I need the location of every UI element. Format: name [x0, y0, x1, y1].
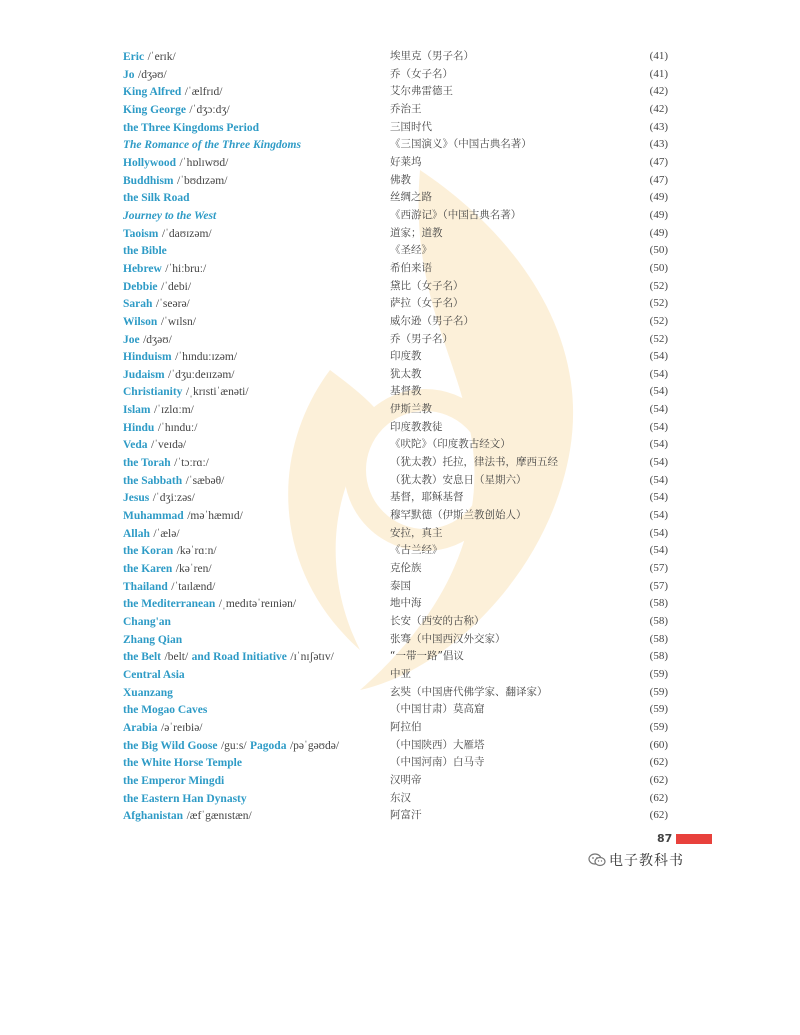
term-page-ref: (54): [649, 420, 668, 433]
glossary-row: [123, 701, 668, 719]
term-page-ref: (58): [649, 650, 668, 663]
glossary-row: [123, 48, 668, 66]
term-page-ref: (59): [649, 685, 668, 698]
glossary-term: [123, 348, 237, 367]
term-chinese: 东汉: [390, 791, 411, 804]
term-page-ref: (54): [649, 403, 668, 416]
term-english: the Bible: [123, 245, 167, 258]
term-page-ref: (62): [649, 791, 668, 804]
glossary-row: [123, 772, 668, 790]
glossary-term: [123, 454, 209, 473]
glossary-term: [123, 737, 339, 756]
term-english-continued: Pagoda: [250, 739, 287, 752]
glossary-row: [123, 613, 668, 631]
term-english: Allah: [123, 527, 150, 540]
term-chinese: 乔（男子名）: [390, 332, 453, 345]
glossary-term: [123, 401, 194, 420]
term-page-ref: (50): [649, 244, 668, 257]
term-chinese: 道家；道教: [390, 226, 443, 239]
footer-credit-text: 电子教科书: [609, 853, 684, 869]
term-page-ref: (57): [649, 562, 668, 575]
term-phonetic: /ˈdʒiːzəs/: [152, 492, 195, 505]
term-chinese: 地中海: [390, 597, 422, 610]
glossary-row: [123, 595, 668, 613]
glossary-term: [123, 666, 185, 685]
term-chinese: 玄奘（中国唐代佛学家、翻译家）: [390, 685, 548, 698]
term-english: the Belt: [123, 651, 162, 664]
glossary-row: [123, 631, 668, 649]
glossary-term: [123, 101, 230, 120]
term-page-ref: (62): [649, 809, 668, 822]
term-page-ref: (54): [649, 544, 668, 557]
term-phonetic: /dʒəʊ/: [138, 68, 167, 81]
term-chinese: （中国甘肃）莫高窟: [390, 703, 485, 716]
glossary-term: [123, 278, 191, 297]
term-chinese: 黛比（女子名）: [390, 279, 464, 292]
term-phonetic: /ˌkrɪstiˈænəti/: [185, 386, 249, 399]
term-chinese: 《三国演义》（中国古典名著）: [390, 138, 532, 151]
glossary-list: [123, 48, 668, 825]
wechat-icon: [588, 853, 606, 867]
term-page-ref: (54): [649, 456, 668, 469]
term-phonetic: /kəˈren/: [175, 563, 212, 576]
term-phonetic: /ˈɪzlɑːm/: [153, 404, 194, 417]
term-chinese: 印度教: [390, 350, 422, 363]
glossary-row: [123, 489, 668, 507]
glossary-term: [123, 119, 259, 138]
term-page-ref: (59): [649, 703, 668, 716]
term-english: Arabia: [123, 721, 158, 734]
term-phonetic: /əˈreɪbiə/: [161, 721, 203, 734]
term-chinese: （中国陕西）大雁塔: [390, 738, 485, 751]
term-phonetic: /guːs/: [220, 739, 247, 752]
term-english: the Three Kingdoms Period: [123, 121, 259, 134]
term-english: Thailand: [123, 580, 168, 593]
glossary-row: [123, 83, 668, 101]
term-chinese: 基督，耶稣基督: [390, 491, 464, 504]
glossary-term: [123, 366, 234, 385]
term-english: Eric: [123, 51, 145, 63]
term-english: Joe: [123, 333, 140, 346]
glossary-row: [123, 648, 668, 666]
term-phonetic: /ˈerɪk/: [147, 51, 176, 63]
glossary-term: [123, 189, 189, 208]
term-page-ref: (57): [649, 579, 668, 592]
term-chinese: 丝绸之路: [390, 191, 432, 204]
term-phonetic: /ˈdaʊɪzəm/: [161, 227, 212, 240]
term-phonetic-continued: /pəˈgəʊdə/: [289, 739, 340, 752]
term-page-ref: (60): [649, 738, 668, 751]
term-english: the Koran: [123, 545, 174, 558]
glossary-term: [123, 225, 212, 244]
glossary-term: [123, 313, 196, 332]
term-english: the Emperor Mingdi: [123, 774, 225, 787]
term-phonetic: /ˈveɪdə/: [151, 439, 187, 452]
glossary-term: [123, 648, 334, 667]
term-chinese: 张骞（中国西汉外交家）: [390, 632, 506, 645]
term-chinese: 希伯来语: [390, 261, 432, 274]
term-phonetic: /ˈtaɪlænd/: [171, 580, 216, 593]
glossary-term: [123, 207, 216, 226]
term-page-ref: (41): [649, 67, 668, 80]
term-chinese: 《圣经》: [390, 244, 432, 257]
term-phonetic: /ˈhiːbruː/: [165, 262, 207, 275]
term-chinese: （中国河南）白马寺: [390, 756, 485, 769]
term-english: Chang'an: [123, 616, 171, 628]
glossary-row: [123, 242, 668, 260]
term-chinese: 《西游记》（中国古典名著）: [390, 208, 522, 221]
glossary-row: [123, 401, 668, 419]
term-page-ref: (58): [649, 632, 668, 645]
term-page-ref: (43): [649, 138, 668, 151]
term-chinese: “一带一路”倡议: [390, 650, 464, 663]
term-chinese: 阿富汗: [390, 809, 422, 822]
term-english: the Karen: [123, 563, 173, 576]
term-english: the Eastern Han Dynasty: [123, 792, 247, 805]
term-english: the Big Wild Goose: [123, 739, 218, 752]
glossary-row: [123, 331, 668, 349]
term-page-ref: (49): [649, 191, 668, 204]
term-english: Journey to the West: [123, 209, 217, 222]
term-english: Sarah: [123, 298, 153, 311]
term-page-ref: (43): [649, 120, 668, 133]
term-page-ref: (47): [649, 173, 668, 186]
term-english: Judaism: [123, 368, 165, 381]
glossary-row: [123, 119, 668, 137]
term-english: Hebrew: [123, 262, 162, 275]
term-page-ref: (52): [649, 279, 668, 292]
term-page-ref: (49): [649, 208, 668, 221]
glossary-row: [123, 807, 668, 825]
glossary-term: [123, 701, 207, 720]
term-phonetic: /ˈsæbəθ/: [185, 474, 225, 487]
glossary-row: [123, 207, 668, 225]
term-chinese: 佛教: [390, 173, 411, 186]
glossary-row: [123, 189, 668, 207]
glossary-term: [123, 525, 180, 544]
term-page-ref: (54): [649, 473, 668, 486]
term-chinese: 《古兰经》: [390, 544, 443, 557]
term-page-ref: (41): [649, 50, 668, 62]
glossary-term: [123, 472, 224, 491]
glossary-term: [123, 83, 222, 102]
glossary-row: [123, 136, 668, 154]
glossary-term: [123, 790, 247, 809]
glossary-term: [123, 507, 243, 526]
term-page-ref: (62): [649, 773, 668, 786]
page-number-accent-bar: [676, 834, 712, 844]
term-chinese: 基督教: [390, 385, 422, 398]
glossary-term: [123, 719, 203, 738]
term-phonetic-continued: /ɪˈnɪʃətɪv/: [290, 651, 334, 664]
term-english: Debbie: [123, 280, 158, 293]
glossary-row: [123, 666, 668, 684]
term-phonetic: /ˈdʒɔːdʒ/: [189, 103, 230, 116]
term-chinese: 艾尔弗雷德王: [390, 85, 453, 98]
term-phonetic: /ˌmedɪtəˈreɪniən/: [218, 598, 297, 611]
term-english: Buddhism: [123, 174, 174, 187]
term-phonetic: /belt/: [164, 651, 189, 664]
glossary-row: [123, 507, 668, 525]
term-page-ref: (42): [649, 85, 668, 98]
glossary-term: [123, 136, 301, 155]
term-english: Christianity: [123, 386, 183, 399]
term-page-ref: (54): [649, 509, 668, 522]
term-page-ref: (62): [649, 756, 668, 769]
glossary-row: [123, 66, 668, 84]
term-phonetic: /ˈseərə/: [155, 298, 190, 311]
glossary-term: [123, 684, 173, 703]
term-chinese: 克伦族: [390, 562, 422, 575]
term-phonetic: /ˈhɪnduːɪzəm/: [175, 351, 238, 364]
footer-credit: [588, 850, 684, 870]
glossary-row: [123, 454, 668, 472]
glossary-term: [123, 419, 197, 438]
term-page-ref: (54): [649, 385, 668, 398]
glossary-term: [123, 595, 296, 614]
glossary-term: [123, 772, 224, 791]
term-phonetic: /ˈwɪlsn/: [160, 315, 196, 328]
term-chinese: 乔治王: [390, 102, 422, 115]
term-english-continued: and Road Initiative: [191, 651, 287, 664]
term-page-ref: (50): [649, 261, 668, 274]
glossary-term: [123, 383, 249, 402]
glossary-row: [123, 719, 668, 737]
glossary-term: [123, 631, 182, 650]
glossary-row: [123, 578, 668, 596]
glossary-row: [123, 436, 668, 454]
term-phonetic: /ˈhɒlɪwʊd/: [179, 156, 229, 169]
term-english: King Alfred: [123, 86, 182, 99]
term-chinese: 埃里克（男子名）: [390, 50, 474, 62]
term-english: the Silk Road: [123, 192, 190, 205]
glossary-row: [123, 525, 668, 543]
term-chinese: 威尔逊（男子名）: [390, 314, 474, 327]
term-phonetic: /kəˈrɑːn/: [176, 545, 217, 558]
glossary-term: [123, 754, 242, 773]
glossary-row: [123, 560, 668, 578]
term-english: Hinduism: [123, 351, 172, 364]
term-english: the Mogao Caves: [123, 704, 208, 717]
term-english: the Torah: [123, 457, 171, 470]
term-english: King George: [123, 103, 186, 116]
term-english: Veda: [123, 439, 148, 452]
term-phonetic: /məˈhæmɪd/: [187, 510, 243, 523]
term-english: the Sabbath: [123, 474, 183, 487]
glossary-term: [123, 578, 215, 597]
term-chinese: 安拉，真主: [390, 526, 443, 539]
term-page-ref: (54): [649, 491, 668, 504]
term-phonetic: /ˈhɪnduː/: [157, 421, 198, 434]
glossary-row: [123, 172, 668, 190]
term-english: Taoism: [123, 227, 159, 240]
term-page-ref: (52): [649, 332, 668, 345]
term-english: Islam: [123, 404, 151, 417]
term-page-ref: (58): [649, 597, 668, 610]
glossary-row: [123, 295, 668, 313]
term-english: the White Horse Temple: [123, 757, 242, 770]
term-chinese: （犹太教）安息日（星期六）: [390, 473, 527, 486]
glossary-term: [123, 331, 172, 350]
glossary-row: [123, 278, 668, 296]
term-english: Afghanistan: [123, 810, 184, 823]
term-chinese: 伊斯兰教: [390, 403, 432, 416]
glossary-row: [123, 790, 668, 808]
term-english: Wilson: [123, 315, 158, 328]
glossary-term: [123, 489, 195, 508]
term-english: Xuanzang: [123, 686, 173, 699]
glossary-row: [123, 225, 668, 243]
glossary-term: [123, 542, 217, 561]
term-page-ref: (54): [649, 526, 668, 539]
term-chinese: （犹太教）托拉，律法书，摩西五经: [390, 456, 558, 469]
term-english: Zhang Qian: [123, 633, 183, 646]
term-phonetic: /æfˈgænɪstæn/: [186, 810, 252, 823]
term-page-ref: (54): [649, 438, 668, 451]
glossary-term: [123, 242, 167, 261]
term-english: Central Asia: [123, 668, 185, 681]
term-chinese: 好莱坞: [390, 155, 422, 168]
term-page-ref: (52): [649, 297, 668, 310]
term-chinese: 三国时代: [390, 120, 432, 133]
term-phonetic: /ˈdʒuːdeɪɪzəm/: [168, 368, 235, 381]
term-chinese: 阿拉伯: [390, 720, 422, 733]
term-phonetic: /ˈælə/: [153, 527, 180, 540]
glossary-term: [123, 172, 227, 191]
term-phonetic: /ˈdebi/: [161, 280, 192, 293]
glossary-row: [123, 542, 668, 560]
glossary-term: [123, 295, 190, 314]
glossary-row: [123, 383, 668, 401]
term-chinese: 中亚: [390, 667, 411, 680]
term-chinese: 印度教教徒: [390, 420, 443, 433]
term-english: Jesus: [123, 492, 150, 505]
glossary-term: [123, 613, 171, 632]
term-phonetic: /ˈælfrɪd/: [184, 86, 223, 99]
glossary-row: [123, 472, 668, 490]
glossary-row: [123, 366, 668, 384]
glossary-term: [123, 807, 252, 826]
term-page-ref: (42): [649, 102, 668, 115]
glossary-row: [123, 348, 668, 366]
glossary-term: [123, 48, 176, 67]
term-page-ref: (52): [649, 314, 668, 327]
glossary-row: [123, 313, 668, 331]
term-english: Hindu: [123, 421, 155, 434]
term-chinese: 萨拉（女子名）: [390, 297, 464, 310]
term-english: the Mediterranean: [123, 598, 216, 611]
term-page-ref: (59): [649, 667, 668, 680]
glossary-term: [123, 66, 167, 85]
term-english: The Romance of the Three Kingdoms: [123, 139, 301, 152]
glossary-term: [123, 560, 212, 579]
glossary-term: [123, 436, 186, 455]
term-english: Muhammad: [123, 510, 184, 523]
glossary-row: [123, 754, 668, 772]
term-english: Hollywood: [123, 156, 177, 169]
term-page-ref: (58): [649, 615, 668, 627]
term-chinese: 《吠陀》（印度教古经文）: [390, 438, 511, 451]
term-page-ref: (59): [649, 720, 668, 733]
term-page-ref: (54): [649, 367, 668, 380]
glossary-row: [123, 101, 668, 119]
glossary-row: [123, 419, 668, 437]
glossary-row: [123, 737, 668, 755]
term-phonetic: /ˈtɔːrɑː/: [174, 457, 209, 470]
glossary-term: [123, 260, 206, 279]
glossary-row: [123, 260, 668, 278]
term-chinese: 汉明帝: [390, 773, 422, 786]
term-chinese: 长安（西安的古称）: [390, 615, 485, 627]
glossary-row: [123, 154, 668, 172]
page-number: 87: [657, 832, 673, 845]
term-page-ref: (49): [649, 226, 668, 239]
term-chinese: 穆罕默德（伊斯兰教创始人）: [390, 509, 527, 522]
glossary-row: [123, 684, 668, 702]
term-english: Jo: [123, 68, 135, 81]
term-chinese: 泰国: [390, 579, 411, 592]
term-chinese: 乔（女子名）: [390, 67, 453, 80]
glossary-term: [123, 154, 228, 173]
term-phonetic: /dʒəʊ/: [143, 333, 172, 346]
term-phonetic: /ˈbʊdɪzəm/: [177, 174, 228, 187]
term-page-ref: (54): [649, 350, 668, 363]
term-page-ref: (47): [649, 155, 668, 168]
term-chinese: 犹太教: [390, 367, 422, 380]
